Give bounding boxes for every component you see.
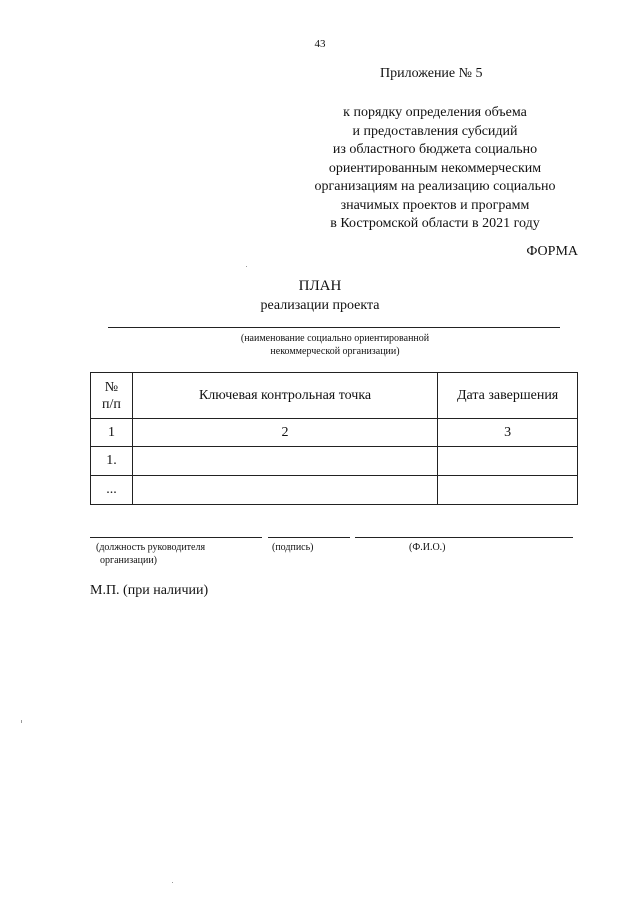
table-row <box>91 419 578 447</box>
table-row <box>91 447 578 476</box>
table-cell: 1. <box>91 447 133 476</box>
header-checkpoint: Ключевая контрольная точка <box>132 373 437 419</box>
org-name-caption <box>190 332 480 358</box>
plan-table <box>90 372 578 505</box>
appendix-title: Приложение № 5 <box>380 66 483 81</box>
stamp-note: М.П. (при наличии) <box>90 583 209 598</box>
signature-line <box>268 537 350 538</box>
block-line: из областного бюджета социально <box>332 142 538 157</box>
table-header-row <box>91 373 578 419</box>
scan-speck <box>21 720 22 723</box>
table-cell: 1 <box>91 419 133 447</box>
position-caption-line: (должность руководителя <box>96 542 206 553</box>
name-caption: (Ф.И.О.) <box>409 542 446 553</box>
caption-line: (наименование социально ориентированной <box>240 333 430 344</box>
header-number-text: № п/п <box>102 379 121 412</box>
block-line: ориентированным некоммерческим <box>328 160 542 176</box>
caption-line: некоммерческой организации) <box>270 346 400 357</box>
page-number: 43 <box>314 38 326 50</box>
table-cell: 2 <box>132 419 437 447</box>
block-line: к порядку определения объема <box>343 105 527 120</box>
name-line <box>355 537 573 538</box>
block-line: значимых проектов и программ <box>340 197 530 213</box>
form-label: ФОРМА <box>526 244 578 259</box>
scan-speck <box>172 882 173 883</box>
table-cell <box>132 476 437 505</box>
org-name-line <box>108 327 560 328</box>
table-cell: 3 <box>438 419 578 447</box>
position-caption <box>96 541 205 567</box>
table-cell <box>438 476 578 505</box>
block-line: организациям на реализацию социально <box>314 179 556 194</box>
block-line: и предоставления субсидий <box>352 123 518 139</box>
scan-speck <box>246 266 247 267</box>
block-line: в Костромской области в 2021 году <box>330 216 540 231</box>
table-cell <box>132 447 437 476</box>
position-line <box>90 537 262 538</box>
appendix-reference-block <box>290 104 580 234</box>
signature-caption: (подпись) <box>272 542 314 553</box>
table-cell: ... <box>91 476 133 505</box>
position-caption-line: организации) <box>100 555 158 566</box>
table-row <box>91 476 578 505</box>
header-completion-date: Дата завершения <box>438 373 578 419</box>
table-cell <box>438 447 578 476</box>
plan-title: ПЛАН <box>298 278 342 294</box>
header-number <box>91 373 133 419</box>
plan-subtitle: реализации проекта <box>260 298 380 313</box>
